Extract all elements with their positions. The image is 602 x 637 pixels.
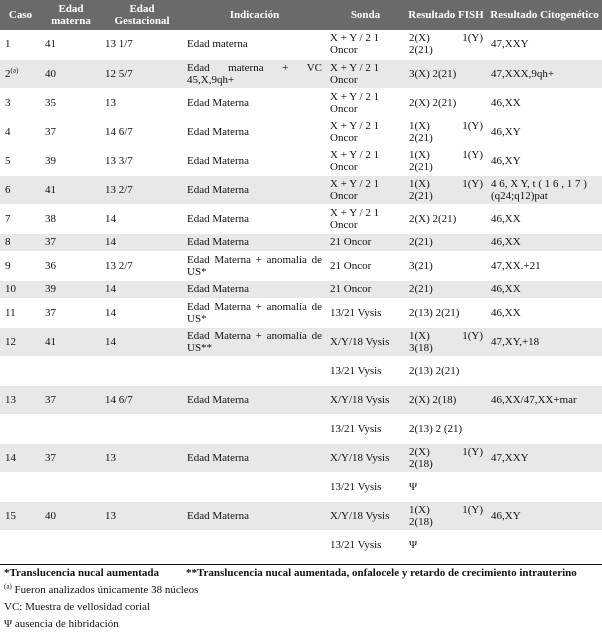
cell-caso bbox=[0, 146, 41, 175]
cell-edad-materna: 37 bbox=[41, 443, 101, 472]
cell-fish bbox=[405, 414, 487, 443]
footnote-double-star: **Translucencia nucal aumentada, onfalocele y retardo de crecimiento intrauterino bbox=[186, 567, 577, 579]
cell-edad-materna: 40 bbox=[41, 501, 101, 530]
cell-caso bbox=[0, 117, 41, 146]
cell-edad-materna: 38 bbox=[41, 204, 101, 233]
cell-caso bbox=[0, 385, 41, 414]
cell-fish bbox=[405, 472, 487, 501]
cell-edad-gestacional: 13 2/7 bbox=[101, 175, 183, 204]
cell-sonda: X/Y/18 Vysis bbox=[326, 443, 405, 472]
cell-edad-gestacional bbox=[101, 472, 183, 501]
fish-value: 1(X) bbox=[409, 503, 430, 516]
header-edad-gestacional: Edad Gestacional bbox=[101, 0, 183, 30]
cell-edad-gestacional: 14 bbox=[101, 280, 183, 298]
cell-citogenetico: 46,XX bbox=[487, 204, 602, 233]
cell-edad-gestacional: 14 bbox=[101, 298, 183, 327]
cell-edad-materna: 41 bbox=[41, 30, 101, 59]
cell-sonda: 13/21 Vysis bbox=[326, 414, 405, 443]
cell-citogenetico bbox=[487, 356, 602, 385]
cell-edad-gestacional: 13 3/7 bbox=[101, 146, 183, 175]
fish-value-autosome: 3(18) bbox=[409, 341, 433, 354]
cell-sonda: X/Y/18 Vysis bbox=[326, 501, 405, 530]
cell-fish bbox=[405, 298, 487, 327]
cell-edad-materna: 36 bbox=[41, 251, 101, 280]
fish-value: 2(13) 2(21) bbox=[409, 306, 460, 319]
cell-sonda: X + Y / 2 1 Oncor bbox=[326, 175, 405, 204]
cell-edad-materna: 41 bbox=[41, 175, 101, 204]
cell-caso bbox=[0, 327, 41, 356]
caso-number: 9 bbox=[5, 259, 11, 272]
cell-caso bbox=[0, 175, 41, 204]
table-row bbox=[0, 385, 602, 414]
caso-number: 5 bbox=[5, 154, 11, 167]
caso-number: 11 bbox=[5, 306, 16, 319]
caso-number: 10 bbox=[5, 283, 16, 295]
footnote-psi: Ψ ausencia de hibridación bbox=[4, 618, 119, 630]
table-row bbox=[0, 251, 602, 280]
cell-edad-gestacional bbox=[101, 356, 183, 385]
cell-fish bbox=[405, 280, 487, 298]
cell-sonda: 13/21 Vysis bbox=[326, 472, 405, 501]
header-caso: Caso bbox=[0, 0, 41, 30]
cell-fish bbox=[405, 117, 487, 146]
cell-edad-gestacional: 14 bbox=[101, 204, 183, 233]
table-row bbox=[0, 356, 602, 385]
cell-caso bbox=[0, 251, 41, 280]
table-row bbox=[0, 472, 602, 501]
cell-citogenetico: 46,XX bbox=[487, 88, 602, 117]
cell-citogenetico bbox=[487, 530, 602, 559]
table-body bbox=[0, 30, 602, 559]
cell-edad-materna bbox=[41, 356, 101, 385]
table-row bbox=[0, 530, 602, 559]
cell-edad-gestacional: 14 bbox=[101, 233, 183, 251]
cell-sonda: X + Y / 2 1 Oncor bbox=[326, 146, 405, 175]
cell-citogenetico bbox=[487, 472, 602, 501]
cell-sonda: X + Y / 2 1 Oncor bbox=[326, 117, 405, 146]
cell-edad-gestacional: 13 1/7 bbox=[101, 30, 183, 59]
fish-value: 2(X) 2(21) bbox=[409, 212, 457, 225]
cell-edad-materna bbox=[41, 414, 101, 443]
cell-sonda: X/Y/18 Vysis bbox=[326, 385, 405, 414]
fish-value: 3(21) bbox=[409, 259, 433, 272]
footnote-a bbox=[0, 582, 602, 599]
cell-sonda: X + Y / 2 1 Oncor bbox=[326, 88, 405, 117]
header-row bbox=[0, 0, 602, 30]
cell-fish bbox=[405, 59, 487, 88]
cell-indicacion: Edad Materna bbox=[183, 233, 326, 251]
fish-value: 2(13) 2(21) bbox=[409, 364, 460, 377]
fish-value-autosome: 2(21) bbox=[409, 44, 433, 57]
cell-fish bbox=[405, 88, 487, 117]
fish-value-y: 1(Y) bbox=[462, 119, 483, 132]
cell-sonda: 13/21 Vysis bbox=[326, 530, 405, 559]
cell-fish bbox=[405, 30, 487, 59]
cell-edad-gestacional: 14 6/7 bbox=[101, 385, 183, 414]
cell-fish bbox=[405, 251, 487, 280]
cell-caso bbox=[0, 501, 41, 530]
fish-value: 2(X) bbox=[409, 32, 430, 45]
cell-indicacion: Edad Materna + anomalía de US* bbox=[183, 298, 326, 327]
table-row bbox=[0, 204, 602, 233]
cell-indicacion: Edad Materna + anomalía de US** bbox=[183, 327, 326, 356]
cell-edad-gestacional bbox=[101, 414, 183, 443]
cell-fish bbox=[405, 204, 487, 233]
cell-fish bbox=[405, 233, 487, 251]
cell-edad-materna bbox=[41, 472, 101, 501]
cell-citogenetico: 46,XX bbox=[487, 298, 602, 327]
footnote-a-text: Fueron analizados únicamente 38 núcleos bbox=[14, 584, 199, 596]
cell-edad-gestacional: 13 bbox=[101, 501, 183, 530]
fish-value: 1(X) bbox=[409, 148, 430, 161]
cell-sonda: X + Y / 2 1 Oncor bbox=[326, 59, 405, 88]
fish-value: 1(X) bbox=[409, 119, 430, 132]
table-row bbox=[0, 59, 602, 88]
cell-citogenetico: 47,XX.+21 bbox=[487, 251, 602, 280]
cell-sonda: X + Y / 2 1 Oncor bbox=[326, 204, 405, 233]
cell-edad-materna: 41 bbox=[41, 327, 101, 356]
fish-value-y: 1(Y) bbox=[462, 445, 483, 458]
cell-edad-materna: 39 bbox=[41, 146, 101, 175]
cell-indicacion: Edad Materna bbox=[183, 501, 326, 530]
cell-edad-materna: 37 bbox=[41, 117, 101, 146]
cell-caso bbox=[0, 233, 41, 251]
cell-indicacion: Edad materna + VC 45,X,9qh+ bbox=[183, 59, 326, 88]
cell-fish bbox=[405, 501, 487, 530]
cell-edad-gestacional: 14 bbox=[101, 327, 183, 356]
header-edad-materna: Edad materna bbox=[41, 0, 101, 30]
cell-caso bbox=[0, 356, 41, 385]
caso-number: 12 bbox=[5, 335, 16, 348]
cell-caso bbox=[0, 443, 41, 472]
fish-value-autosome: 2(21) bbox=[409, 189, 433, 202]
cell-sonda: 21 Oncor bbox=[326, 233, 405, 251]
caso-number: 14 bbox=[5, 451, 16, 464]
fish-value-y: 1(Y) bbox=[462, 177, 483, 190]
fish-value: 3(X) 2(21) bbox=[409, 67, 457, 80]
cell-citogenetico: 46,XX bbox=[487, 280, 602, 298]
table-row bbox=[0, 233, 602, 251]
table-row bbox=[0, 280, 602, 298]
caso-number: 7 bbox=[5, 212, 11, 225]
cell-citogenetico: 46,XX/47,XX+mar bbox=[487, 385, 602, 414]
cell-indicacion bbox=[183, 414, 326, 443]
cell-indicacion: Edad Materna bbox=[183, 443, 326, 472]
cell-fish bbox=[405, 146, 487, 175]
header-sonda: Sonda bbox=[326, 0, 405, 30]
caso-number: 1 bbox=[5, 38, 11, 51]
cell-sonda: 13/21 Vysis bbox=[326, 356, 405, 385]
cell-caso bbox=[0, 204, 41, 233]
cell-indicacion: Edad Materna bbox=[183, 385, 326, 414]
cell-fish bbox=[405, 175, 487, 204]
fish-value: Ψ bbox=[409, 538, 418, 551]
fish-value: 2(21) bbox=[409, 283, 433, 295]
caso-number: 4 bbox=[5, 125, 11, 138]
fish-value: 2(X) 2(21) bbox=[409, 96, 457, 109]
caso-number: 6 bbox=[5, 183, 11, 196]
caso-number: 8 bbox=[5, 236, 11, 248]
fish-value-y: 1(Y) bbox=[462, 32, 483, 45]
fish-value-y: 1(Y) bbox=[462, 503, 483, 516]
fish-value: 1(X) bbox=[409, 177, 430, 190]
cell-indicacion: Edad Materna bbox=[183, 146, 326, 175]
cell-sonda: X/Y/18 Vysis bbox=[326, 327, 405, 356]
table-row bbox=[0, 88, 602, 117]
cell-indicacion: Edad Materna bbox=[183, 88, 326, 117]
cell-citogenetico: 46,XY bbox=[487, 501, 602, 530]
cell-citogenetico: 4 6, X Y, t ( 1 6 , 1 7 ) (q24;q12)pat bbox=[487, 175, 602, 204]
fish-value-y: 1(Y) bbox=[462, 329, 483, 342]
caso-footnote-marker: (a) bbox=[10, 65, 19, 74]
header-citogenetico: Resultado Citogenético bbox=[487, 0, 602, 30]
cell-edad-gestacional: 12 5/7 bbox=[101, 59, 183, 88]
cell-citogenetico: 47,XXY bbox=[487, 443, 602, 472]
table-row bbox=[0, 298, 602, 327]
table-row bbox=[0, 117, 602, 146]
cell-indicacion bbox=[183, 472, 326, 501]
table-row bbox=[0, 443, 602, 472]
fish-value: 1(X) bbox=[409, 329, 430, 342]
cell-edad-gestacional: 13 2/7 bbox=[101, 251, 183, 280]
cell-edad-gestacional: 13 bbox=[101, 88, 183, 117]
footnote-single-star: *Translucencia nucal aumentada bbox=[4, 567, 160, 579]
cell-citogenetico: 46,XX bbox=[487, 233, 602, 251]
cell-edad-materna: 37 bbox=[41, 233, 101, 251]
footnote-vc: VC: Muestra de vellosidad corial bbox=[4, 601, 151, 613]
cell-edad-materna: 35 bbox=[41, 88, 101, 117]
cell-indicacion: Edad Materna bbox=[183, 117, 326, 146]
fish-value-autosome: 2(18) bbox=[409, 457, 433, 470]
fish-value: 2(13) 2 (21) bbox=[409, 422, 463, 435]
cell-indicacion: Edad Materna bbox=[183, 175, 326, 204]
cell-citogenetico: 47,XXX,9qh+ bbox=[487, 59, 602, 88]
cell-citogenetico bbox=[487, 414, 602, 443]
cell-indicacion: Edad Materna + anomalía de US* bbox=[183, 251, 326, 280]
cell-citogenetico: 46,XY bbox=[487, 117, 602, 146]
fish-value: 2(X) 2(18) bbox=[409, 393, 457, 406]
cell-indicacion: Edad materna bbox=[183, 30, 326, 59]
cell-citogenetico: 47,XY,+18 bbox=[487, 327, 602, 356]
cell-sonda: 21 Oncor bbox=[326, 280, 405, 298]
cell-sonda: X + Y / 2 1 Oncor bbox=[326, 30, 405, 59]
table-row bbox=[0, 327, 602, 356]
fish-value: Ψ bbox=[409, 480, 418, 493]
fish-value-autosome: 2(21) bbox=[409, 160, 433, 173]
cell-citogenetico: 47,XXY bbox=[487, 30, 602, 59]
cell-edad-gestacional: 14 6/7 bbox=[101, 117, 183, 146]
fish-value: 2(21) bbox=[409, 236, 433, 248]
fish-value-y: 1(Y) bbox=[462, 148, 483, 161]
fish-value-autosome: 2(18) bbox=[409, 515, 433, 528]
cell-indicacion: Edad Materna bbox=[183, 204, 326, 233]
cell-citogenetico: 46,XY bbox=[487, 146, 602, 175]
caso-number: 2 bbox=[5, 67, 11, 80]
cell-caso bbox=[0, 30, 41, 59]
caso-number: 13 bbox=[5, 393, 16, 406]
cell-caso bbox=[0, 530, 41, 559]
cell-fish bbox=[405, 327, 487, 356]
caso-number: 3 bbox=[5, 96, 11, 109]
footnote-a-marker: (a) bbox=[4, 582, 12, 591]
cell-caso bbox=[0, 414, 41, 443]
cell-edad-materna: 37 bbox=[41, 298, 101, 327]
fish-value-autosome: 2(21) bbox=[409, 131, 433, 144]
cell-caso bbox=[0, 59, 41, 88]
table-footnotes bbox=[0, 564, 602, 633]
cell-caso bbox=[0, 280, 41, 298]
cell-edad-materna: 40 bbox=[41, 59, 101, 88]
table-row bbox=[0, 146, 602, 175]
header-fish: Resultado FISH bbox=[405, 0, 487, 30]
cell-edad-gestacional bbox=[101, 530, 183, 559]
cell-caso bbox=[0, 88, 41, 117]
cell-edad-materna: 39 bbox=[41, 280, 101, 298]
cell-edad-materna bbox=[41, 530, 101, 559]
cell-fish bbox=[405, 385, 487, 414]
table-row bbox=[0, 414, 602, 443]
cell-caso bbox=[0, 298, 41, 327]
cell-sonda: 13/21 Vysis bbox=[326, 298, 405, 327]
cell-fish bbox=[405, 443, 487, 472]
table-row bbox=[0, 30, 602, 59]
cell-fish bbox=[405, 530, 487, 559]
cell-edad-gestacional: 13 bbox=[101, 443, 183, 472]
cell-indicacion: Edad Materna bbox=[183, 280, 326, 298]
cell-fish bbox=[405, 356, 487, 385]
cell-sonda: 21 Oncor bbox=[326, 251, 405, 280]
cell-caso bbox=[0, 472, 41, 501]
caso-number: 15 bbox=[5, 509, 16, 522]
table-row bbox=[0, 501, 602, 530]
cell-indicacion bbox=[183, 356, 326, 385]
table-row bbox=[0, 175, 602, 204]
cell-edad-materna: 37 bbox=[41, 385, 101, 414]
fish-value: 2(X) bbox=[409, 445, 430, 458]
cell-indicacion bbox=[183, 530, 326, 559]
header-indicacion: Indicación bbox=[183, 0, 326, 30]
